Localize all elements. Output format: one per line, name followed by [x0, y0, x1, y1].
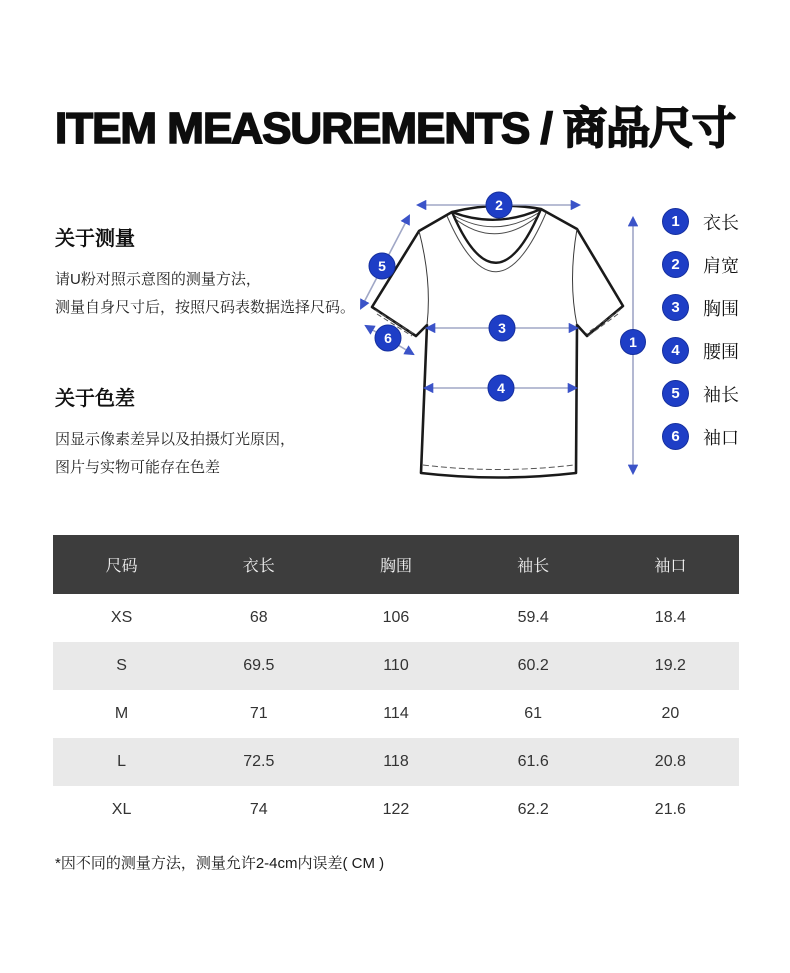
legend-label: 肩宽: [703, 255, 739, 276]
column-header-size: 尺码: [53, 535, 190, 594]
column-header-length: 衣长: [190, 535, 327, 594]
size-table-header: [53, 535, 739, 594]
column-header-cuff: 袖口: [602, 535, 739, 594]
legend-number-badge: 4: [662, 337, 689, 364]
svg-text:5: 5: [378, 258, 386, 274]
page-title: ITEM MEASUREMENTS / 商品尺寸: [54, 104, 736, 153]
cell-cuff: 18.4: [654, 609, 686, 626]
diagram-marker-6: [375, 325, 401, 351]
legend-number-badge: 3: [662, 294, 689, 321]
cell-chest: 110: [383, 657, 409, 674]
cell-sleeve: 61.6: [517, 753, 549, 770]
about-color-line: 因显示像素差异以及拍摄灯光原因，: [55, 431, 296, 448]
about-color-line: 图片与实物可能存在色差: [55, 459, 221, 476]
size-table-body: [53, 594, 739, 834]
cell-sleeve: 61: [524, 705, 543, 722]
diagram-marker-2: [486, 192, 512, 218]
cell-chest: 122: [382, 801, 410, 818]
size-table: [53, 535, 739, 834]
table-row-s: [53, 642, 739, 690]
cell-size: XS: [110, 609, 133, 626]
cell-cuff: 20.8: [654, 753, 686, 770]
legend-item-shoulder: [662, 251, 739, 278]
cell-length: 72.5: [243, 753, 275, 770]
tshirt-diagram-svg: [355, 185, 655, 495]
legend-number-badge: 2: [662, 251, 689, 278]
table-row-l: [53, 738, 739, 786]
about-measurement-line: 测量自身尺寸后，按照尺码表数据选择尺码。: [55, 299, 356, 316]
cell-sleeve: 60.2: [517, 657, 549, 674]
legend-number-badge: 6: [662, 423, 689, 450]
cell-size: XL: [111, 801, 132, 818]
about-measurement-note: [55, 222, 355, 322]
legend-item-length: [662, 208, 739, 235]
about-color-note: [55, 382, 295, 482]
cell-cuff: 21.6: [654, 801, 686, 818]
legend-label: 腰围: [703, 341, 739, 362]
about-color-heading: 关于色差: [55, 388, 135, 410]
svg-text:6: 6: [384, 330, 392, 346]
tolerance-footnote: *因不同的测量方法，测量允许2-4cm内误差( CM ): [55, 855, 385, 872]
tshirt-measurement-diagram: [355, 185, 655, 495]
cell-size: L: [117, 753, 127, 770]
legend-item-sleeve: [662, 380, 739, 407]
about-measurement-heading: 关于测量: [55, 228, 135, 250]
legend-item-waist: [662, 337, 739, 364]
legend-item-cuff: [662, 423, 739, 450]
legend-label: 胸围: [703, 298, 739, 319]
cell-length: 74: [249, 801, 268, 818]
cell-chest: 114: [383, 705, 409, 722]
legend-item-chest: [662, 294, 739, 321]
diagram-marker-3: [489, 315, 515, 341]
cell-length: 68: [249, 609, 268, 626]
diagram-marker-5: [369, 253, 395, 279]
legend-label: 袖口: [703, 427, 739, 448]
tshirt-outline: [372, 206, 623, 478]
table-row-xs: [53, 594, 739, 642]
cell-length: 69.5: [243, 657, 275, 674]
column-header-sleeve: 袖长: [465, 535, 602, 594]
cell-chest: 106: [382, 609, 410, 626]
header-row: [53, 535, 739, 594]
diagram-marker-1: [621, 330, 646, 355]
svg-text:1: 1: [629, 334, 637, 350]
table-row-xl: [53, 786, 739, 834]
about-measurement-line: 请U粉对照示意图的测量方法，: [55, 271, 261, 288]
cell-size: M: [114, 705, 129, 722]
svg-text:2: 2: [495, 197, 503, 213]
table-row-m: [53, 690, 739, 738]
cell-chest: 118: [383, 753, 409, 770]
svg-text:3: 3: [498, 320, 506, 336]
cell-sleeve: 59.4: [517, 609, 549, 626]
legend-number-badge: 1: [662, 208, 689, 235]
cell-size: S: [116, 657, 127, 674]
cell-length: 71: [249, 705, 268, 722]
cell-cuff: 20: [661, 705, 680, 722]
measurement-legend: [662, 208, 739, 466]
legend-label: 袖长: [703, 384, 739, 405]
cell-cuff: 19.2: [654, 657, 686, 674]
diagram-marker-4: [488, 375, 514, 401]
cell-sleeve: 62.2: [517, 801, 549, 818]
svg-text:4: 4: [497, 380, 505, 396]
legend-number-badge: 5: [662, 380, 689, 407]
column-header-chest: 胸围: [327, 535, 464, 594]
legend-label: 衣长: [703, 212, 739, 233]
